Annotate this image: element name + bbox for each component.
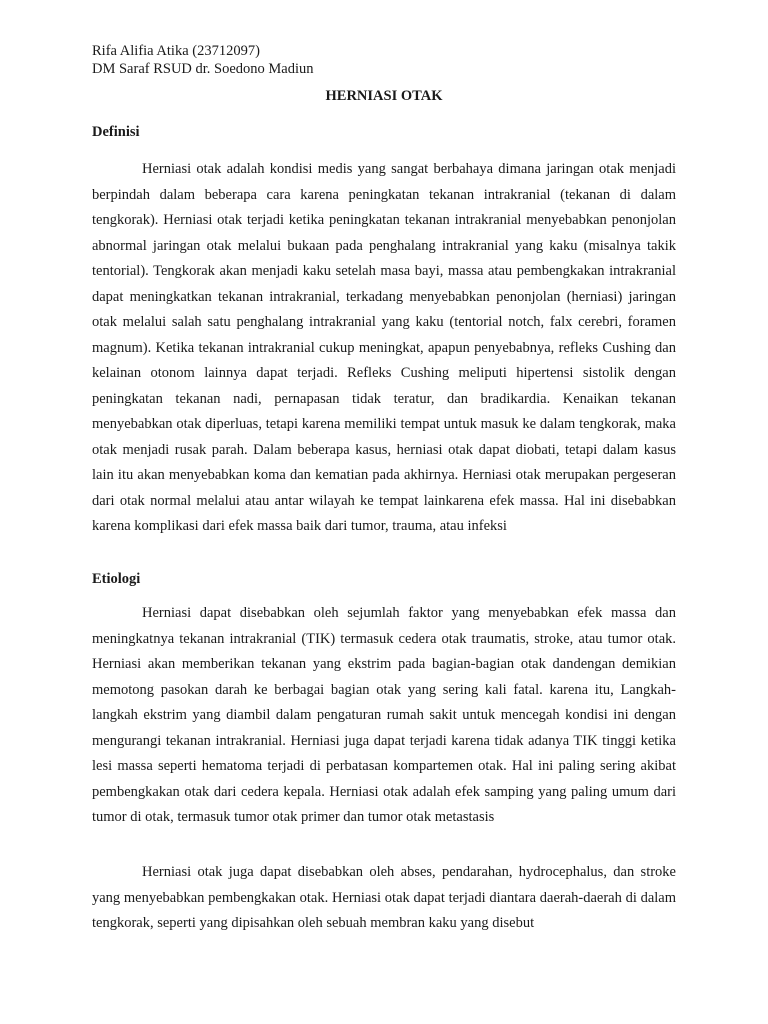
paragraph-etiologi-1: Herniasi dapat disebabkan oleh sejumlah faktor yang menyebabkan efek massa dan meningkatnya tekanan intrakranial (TIK) termasuk cedera otak traumatis, stroke, atau tumor otak. Herniasi akan memberikan tekanan yang ekstrim pada bagian-bagian otak dandengan demikian memotong pasokan darah ke berbagai bagian otak yang sering kali fatal. karena itu, Langkah-langkah ekstrim yang diambil dalam pengaturan rumah sakit untuk mencegah kondisi ini dengan mengurangi tekanan intrakranial. Herniasi juga dapat terjadi karena tidak adanya TIK tinggi ketika lesi massa seperti hematoma terjadi di perbatasan kompartemen otak. Hal ini paling sering akibat pembengkakan otak dari cedera kepala. Herniasi otak adalah efek samping yang paling umum dari tumor di otak, termasuk tumor otak primer dan tumor otak metastasis xyxy=(92,605,676,825)
section-heading-definisi: Definisi xyxy=(92,124,140,140)
section-heading-etiologi: Etiologi xyxy=(92,571,141,587)
document-title: HERNIASI OTAK xyxy=(325,88,443,104)
author-affiliation: DM Saraf RSUD dr. Soedono Madiun xyxy=(92,61,314,77)
paragraph-etiologi-2: Herniasi otak juga dapat disebabkan oleh abses, pendarahan, hydrocephalus, dan stroke yang menyebabkan pembengkakan otak. Herniasi otak dapat terjadi diantara daerah-daerah di dalam tengkorak, seperti yang dipisahkan oleh sebuah membran kaku yang disebut xyxy=(92,864,676,931)
author-name: Rifa Alifia Atika (23712097) xyxy=(92,43,260,59)
paragraph-definisi: Herniasi otak adalah kondisi medis yang sangat berbahaya dimana jaringan otak menjadi berpindah dalam beberapa cara karena peningkatan tekanan intrakranial (tekanan di dalam tengkorak). Herniasi otak terjadi ketika peningkatan tekanan intrakranial menyebabkan penonjolan abnormal jaringan otak melalui bukaan pada penghalang intrakranial yang kaku (misalnya takik tentorial). Tengkorak akan menjadi kaku setelah masa bayi, massa atau pembengkakan intrakranial dapat meningkatkan tekanan intrakranial, terkadang menyebabkan penonjolan (herniasi) jaringan otak melalui salah satu penghalang intrakranial yang kaku (tentorial notch, falx cerebri, foramen magnum). Ketika tekanan intrakranial cukup meningkat, apapun penyebabnya, refleks Cushing dan kelainan otonom lainnya dapat terjadi. Refleks Cushing meliputi hipertensi sistolik dengan peningkatan tekanan nadi, pernapasan tidak teratur, dan bradikardia. Kenaikan tekanan menyebabkan otak diperluas, tetapi karena memiliki tempat untuk masuk ke dalam tengkorak, maka otak menjadi rusak parah. Dalam beberapa kasus, herniasi otak dapat diobati, tetapi dalam kasus lain itu akan menyebabkan koma dan kematian pada akhirnya. Herniasi otak merupakan pergeseran dari otak normal melalui atau antar wilayah ke tempat lainkarena efek massa. Hal ini disebabkan karena komplikasi dari efek massa baik dari tumor, trauma, atau infeksi xyxy=(92,161,676,534)
